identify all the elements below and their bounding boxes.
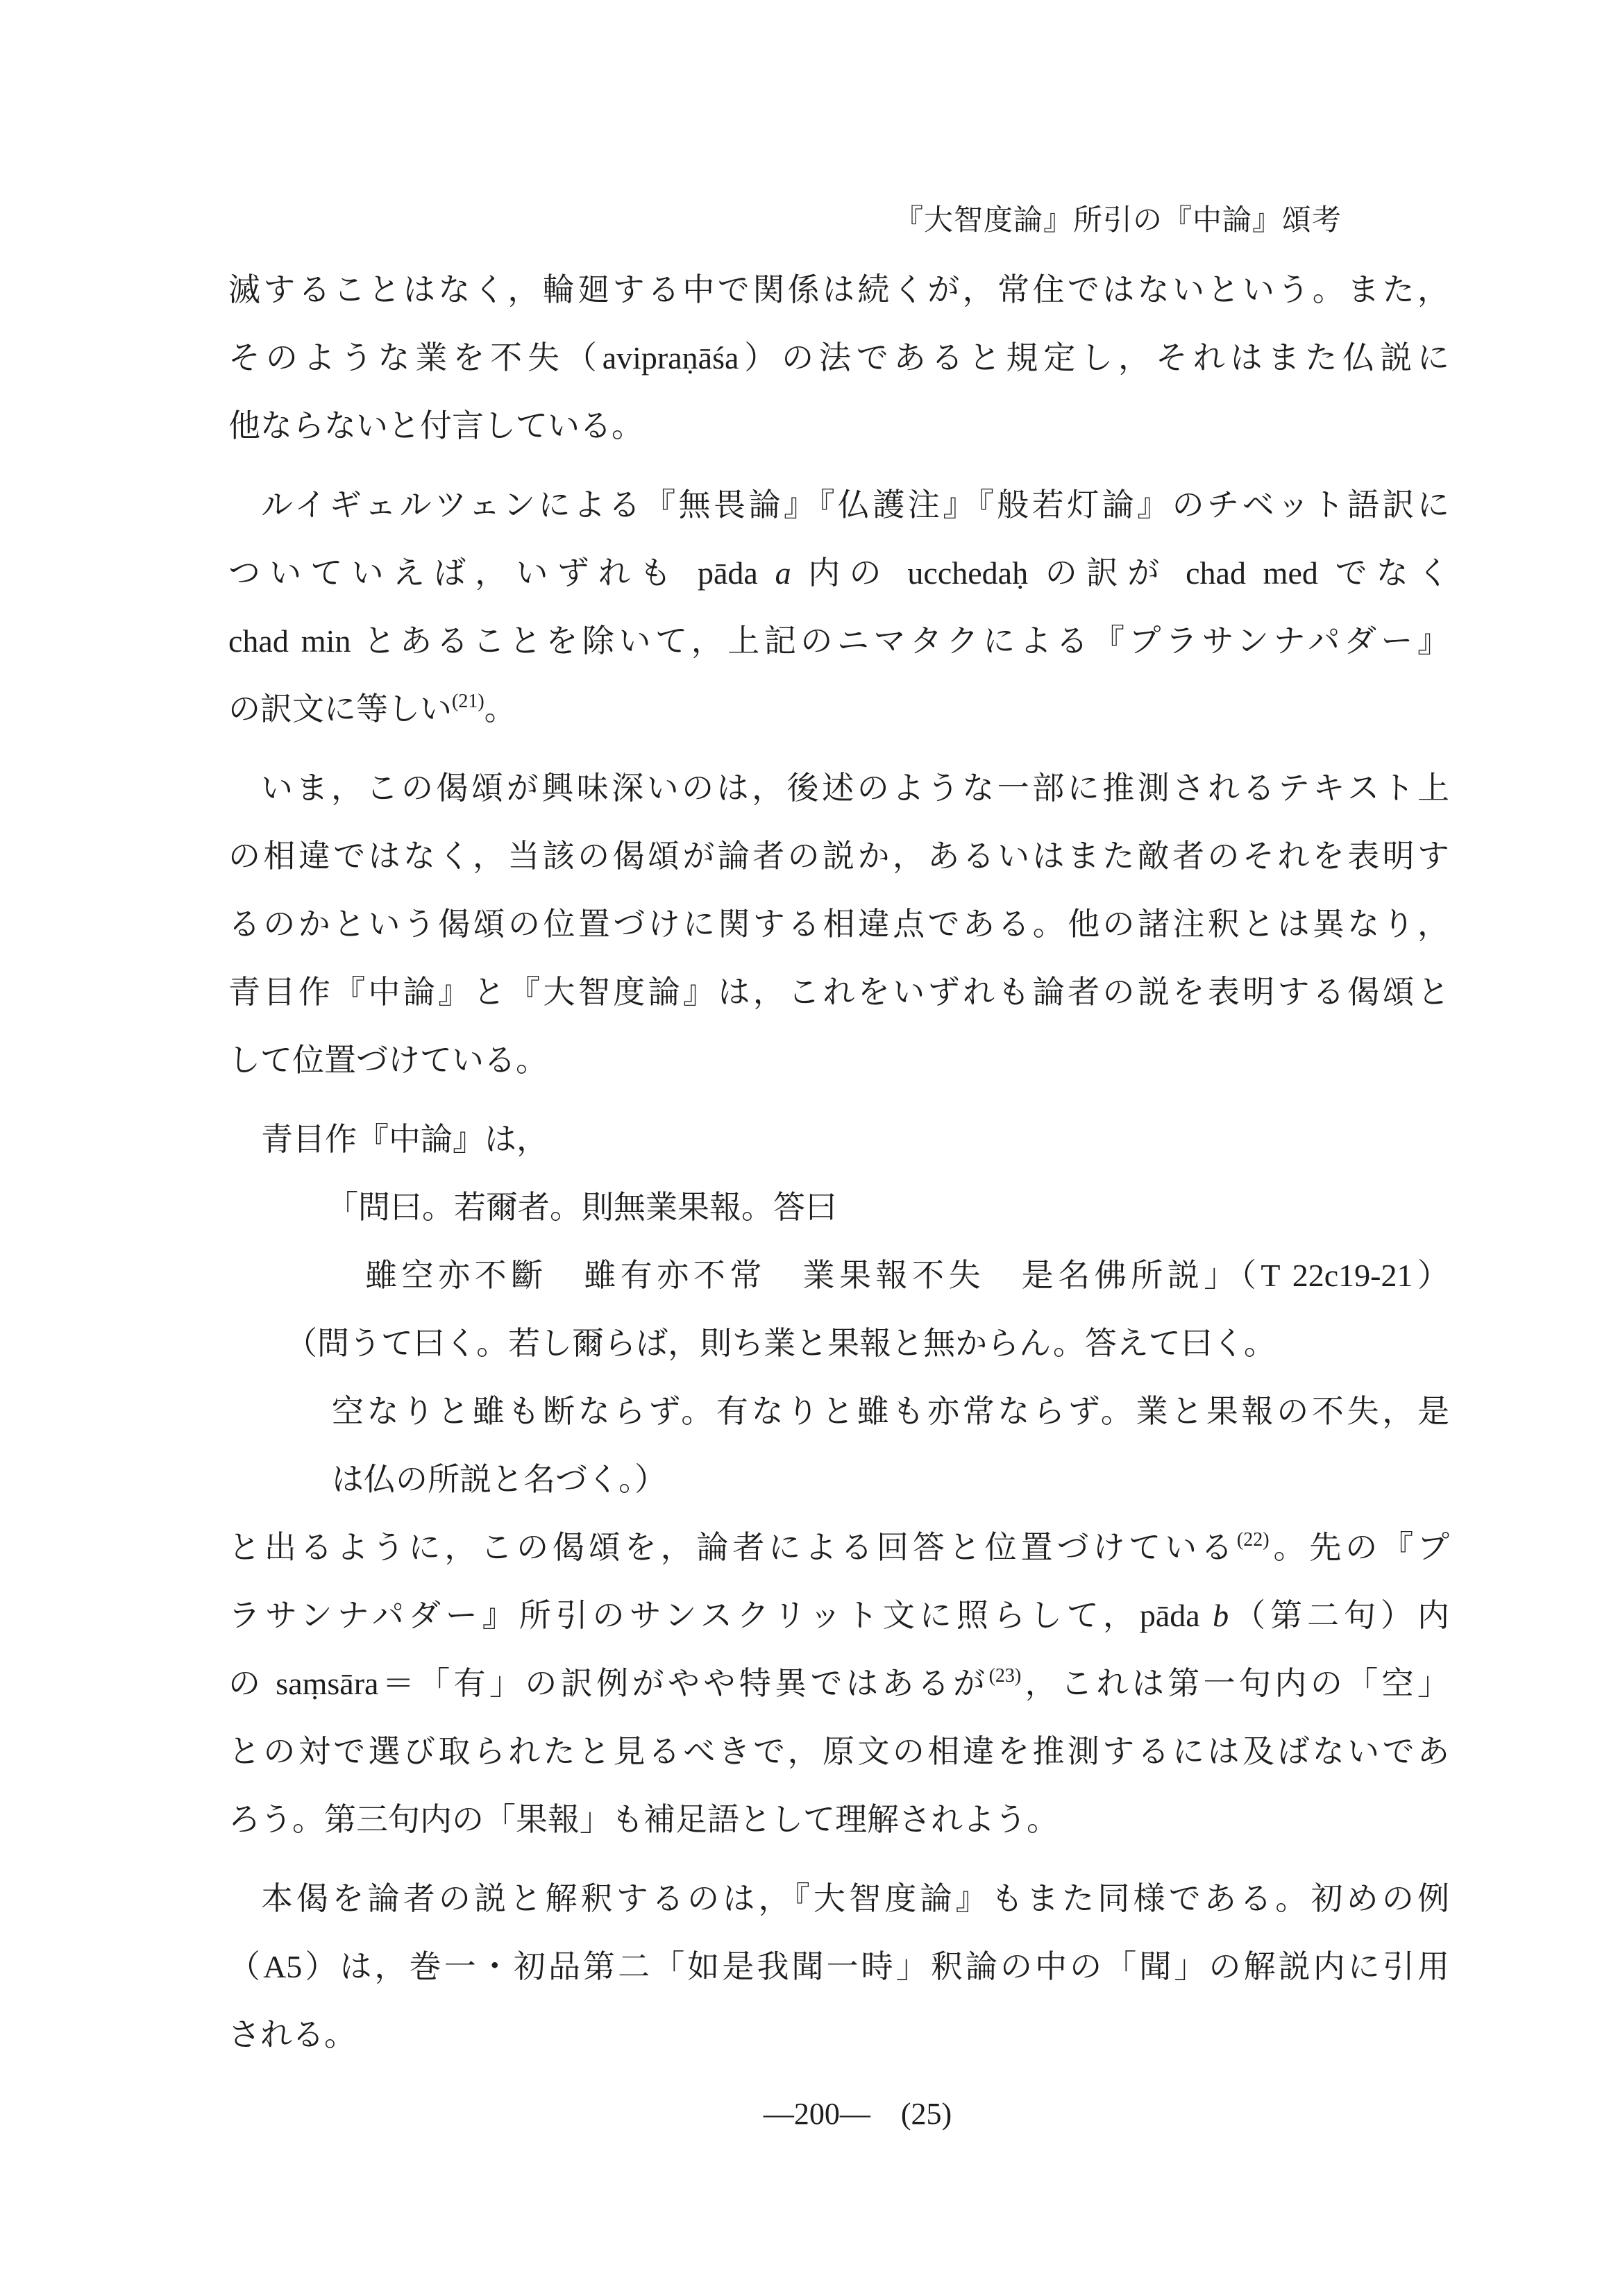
footnote-ref: (21) [452,691,484,712]
body-line [228,471,1449,539]
line-text: ルイギェルツェンによる『無畏論』『仏護注』『般若灯論』のチベット語訳に [261,487,1449,523]
italic-pada-letter: a [775,555,791,591]
running-header: 『大智度論』所引の『中論』頌考 [893,205,1342,237]
italic-pada-letter: b [1213,1598,1229,1633]
body-line [228,1786,1449,1854]
line-text: 。先の『プ [1269,1530,1450,1565]
body-line [228,890,1449,959]
line-text: ，これは第一句内の「空」 [1021,1666,1450,1701]
quotation-line [228,1174,1449,1242]
body-line [228,1865,1449,1933]
line-text: の訳文に等しい [228,691,452,727]
line-text: 「問曰。若爾者。則無業果報。答曰 [326,1190,837,1225]
line-text: の saṃsāra＝「有」の訳例がやや特異ではあるが [228,1666,989,1701]
body-line [228,822,1449,890]
line-text: 。 [484,691,516,727]
line-text: との対で選び取られたと見るべきで，原文の相違を推測するには及ばないであ [228,1734,1449,1769]
line-text: （第二句）内 [1229,1598,1449,1633]
body-line [228,754,1449,822]
line-text: される。 [228,2017,356,2052]
line-text: 内の ucchedaḥ の訳が chad med でなく [791,555,1449,591]
line-text: るのかという偈頌の位置づけに関する相違点である。他の諸注釈とは異なり， [228,906,1449,942]
body-line [228,1106,1449,1174]
body-line [228,2001,1449,2069]
line-text: ろう。第三句内の「果報」も補足語として理解されよう。 [228,1802,1059,1837]
line-text: 雖空亦不斷 雖有亦不常 業果報不失 是名佛所説」（T 22c19-21） [365,1258,1449,1293]
line-text: 滅することはなく，輪廻する中で関係は続くが，常住ではないという。また， [228,272,1449,307]
line-text: （A5）は，巻一・初品第二「如是我聞一時」釈論の中の「聞」の解説内に引用 [228,1949,1449,1984]
body-line [228,392,1449,460]
line-text: と出るように，この偈頌を，論者による回答と位置づけている [228,1530,1237,1565]
body-line [228,1514,1449,1582]
line-text: 青目作『中論』と『大智度論』は，これをいずれも論者の説を表明する偈頌と [228,974,1449,1010]
line-text: の相違ではなく，当該の偈頌が論者の説か，あるいはまた敵者のそれを表明す [228,838,1449,874]
body-line [228,1933,1449,2001]
body-line [228,959,1449,1027]
line-text: 空なりと雖も断ならず。有なりと雖も亦常ならず。業と果報の不失，是 [332,1394,1449,1429]
line-text: ラサンナパダー』所引のサンスクリット文に照らして，pāda [228,1598,1213,1633]
page-number: —200— (25) [763,2097,952,2131]
translation-line [228,1378,1449,1446]
body-line [228,607,1449,675]
body-line [228,1582,1449,1650]
body-line [228,1027,1449,1095]
body-line [228,324,1449,392]
line-text: 他ならないと付言している。 [228,408,643,444]
line-text: （問うて曰く。若し爾らば，則ち業と果報と無からん。答えて曰く。 [285,1326,1276,1361]
quotation-verse-line [228,1242,1449,1310]
body-line [228,256,1449,324]
line-text: 本偈を論者の説と解釈するのは，『大智度論』もまた同様である。初めの例 [261,1881,1449,1916]
translation-line [228,1310,1449,1378]
translation-line [228,1446,1449,1514]
line-text: いま，この偈頌が興味深いのは，後述のような一部に推測されるテキスト上 [261,770,1449,806]
line-text: ついていえば，いずれも pāda [228,555,775,591]
line-text: 青目作『中論』は， [261,1122,548,1157]
line-text: して位置づけている。 [228,1043,548,1078]
line-text: そのような業を不失（avipraṇāśa）の法であると規定し，それはまた仏説に [228,340,1449,375]
body-line [228,675,1449,743]
body-line [228,539,1449,607]
body-text [228,256,1449,2069]
footnote-ref: (23) [988,1665,1022,1687]
body-line [228,1650,1449,1718]
body-line [228,1718,1449,1786]
line-text: chad min とあることを除いて，上記のニマタクによる『プラサンナパダー』 [228,623,1449,659]
footnote-ref: (22) [1236,1529,1270,1551]
line-text: は仏の所説と名づく。） [332,1462,667,1497]
